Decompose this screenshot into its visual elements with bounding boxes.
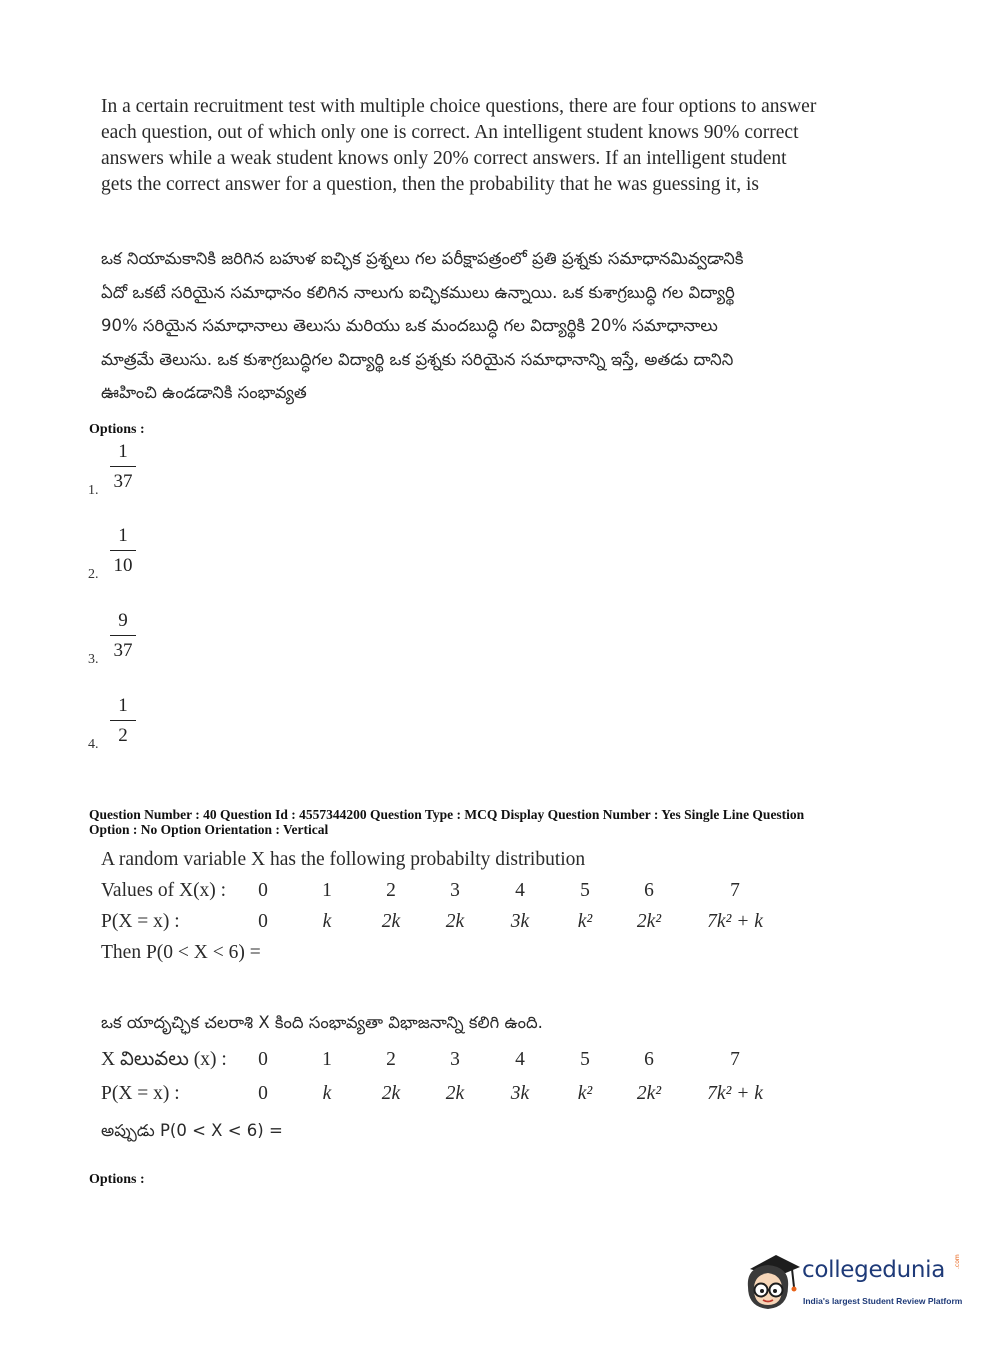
telugu-x-value: 7 [730,1049,740,1070]
english-x-value: 1 [322,880,332,901]
fraction [110,695,136,747]
question-40-english-intro: A random variable X has the following probabilty distribution [101,849,586,870]
numerator: 1 [118,441,128,462]
collegedunia-logo [742,1247,972,1311]
english-probability-value: 7k² + k [707,911,763,932]
option-number: 3. [88,652,99,667]
telugu-probability-value: k [322,1083,332,1104]
text-line: each question, out of which only one is correct. An intelligent student knows 90% correct [101,122,799,143]
option-number: 1. [88,483,99,498]
question-39-telugu-text [101,242,871,410]
mascot-logo-icon [742,1247,800,1311]
text-line: answers while a weak student knows only 20% correct answers. If an intelligent student [101,148,787,169]
text-line: ఏదో ఒకటే సరియైన సమాధానం కలిగిన నాలుగు ఐచ్ఛికములు ఉన్నాయి. ఒక కుశాగ్రబుద్ధి గల విద్యార్థి [101,282,735,302]
telugu-x-value: 0 [258,1049,268,1070]
english-x-value: 2 [386,880,396,901]
question-40-metadata [89,807,969,837]
brand-tagline: India's largest Student Review Platform [803,1296,963,1306]
telugu-probability-value: k² [577,1083,593,1104]
denominator: 37 [113,640,133,661]
english-probability-value: 0 [258,911,268,932]
question-40-telugu-question: అప్పుడు P(0 < X < 6) = [101,1121,283,1140]
telugu-prob-label: P(X = x) : [101,1083,180,1104]
brand-name: collegedunia [802,1257,946,1283]
telugu-probability-value: 3k [510,1083,530,1104]
option-3[interactable] [88,610,208,670]
english-x-value: 3 [450,880,460,901]
fraction-bar [110,720,136,721]
english-probability-value: 2k [445,911,465,932]
telugu-probability-value: 2k² [636,1083,662,1104]
question-40-english-question: Then P(0 < X < 6) = [101,942,261,963]
numerator: 1 [118,695,128,716]
english-x-value: 7 [730,880,740,901]
meta-line: Option : No Option Orientation : Vertical [89,822,329,837]
telugu-x-value: 3 [450,1049,460,1070]
denominator: 2 [118,725,128,746]
option-2[interactable] [88,525,208,585]
fraction-bar [110,550,136,551]
english-probability-value: k [322,911,332,932]
telugu-probability-value: 2k [381,1083,401,1104]
english-probability-value: 3k [510,911,530,932]
option-number: 2. [88,567,99,582]
option-1[interactable] [88,441,208,501]
text-line: 90% సరియైన సమాధానాలు తెలుసు మరియు ఒక మందబుద్ధి గల విద్యార్థికి 20% సమాధానాలు [101,316,718,335]
question-40-telugu-intro: ఒక యాదృచ్ఛిక చలరాశి X కింది సంభావ్యతా విభాజనాన్ని కలిగి ఉంది. [101,1013,543,1032]
text-line: ఒక నియామకానికి జరిగిన బహుళ ఐచ్ఛిక ప్రశ్నలు గల పరీక్షాపత్రంలో ప్రతి ప్రశ్నకు సమాధానమివ్వడానికి [101,249,744,268]
english-probability-value: 2k² [636,911,662,932]
text-line: In a certain recruitment test with multiple choice questions, there are four options to answer [101,96,817,117]
english-probability-value: 2k [381,911,401,932]
text-line: ఊహించి ఉండడానికి సంభావ్యత [101,383,307,402]
fraction-bar [110,466,136,467]
telugu-x-value: 1 [322,1049,332,1070]
telugu-x-value: 5 [580,1049,590,1070]
english-x-value: 4 [515,880,525,901]
telugu-probability-value: 0 [258,1083,268,1104]
text-line: gets the correct answer for a question, then the probability that he was guessing it, is [101,174,759,195]
english-probability-value: k² [577,911,593,932]
option-4[interactable] [88,695,208,755]
brand-domain: .com [954,1254,961,1269]
telugu-probability-value: 2k [445,1083,465,1104]
fraction-bar [110,635,136,636]
english-x-value: 5 [580,880,590,901]
english-x-value: 6 [644,880,654,901]
question-39-english-text [101,94,871,198]
denominator: 37 [113,471,133,492]
options-heading: Options : [89,422,145,437]
numerator: 9 [118,610,128,631]
option-number: 4. [88,737,99,752]
options-heading: Options : [89,1172,145,1187]
text-line: మాత్రమే తెలుసు. ఒక కుశాగ్రబుద్ధిగల విద్యార్థి ఒక ప్రశ్నకు సరియైన సమాధానాన్ని ఇస్తే, అతడు దానిని [101,349,734,369]
meta-line: Question Number : 40 Question Id : 4557344200 Question Type : MCQ Display Question Number : Yes Single Line Question [89,807,805,822]
fraction [110,525,136,577]
english-x-value: 0 [258,880,268,901]
fraction [110,441,136,493]
telugu-x-value: 2 [386,1049,396,1070]
numerator: 1 [118,525,128,546]
telugu-values-label: X విలువలు (x) : [101,1049,227,1070]
fraction [110,610,136,662]
english-values-label: Values of X(x) : [101,880,227,901]
denominator: 10 [113,555,133,576]
telugu-x-value: 4 [515,1049,525,1070]
telugu-x-value: 6 [644,1049,654,1070]
telugu-probability-value: 7k² + k [707,1083,763,1104]
english-prob-label: P(X = x) : [101,911,180,932]
